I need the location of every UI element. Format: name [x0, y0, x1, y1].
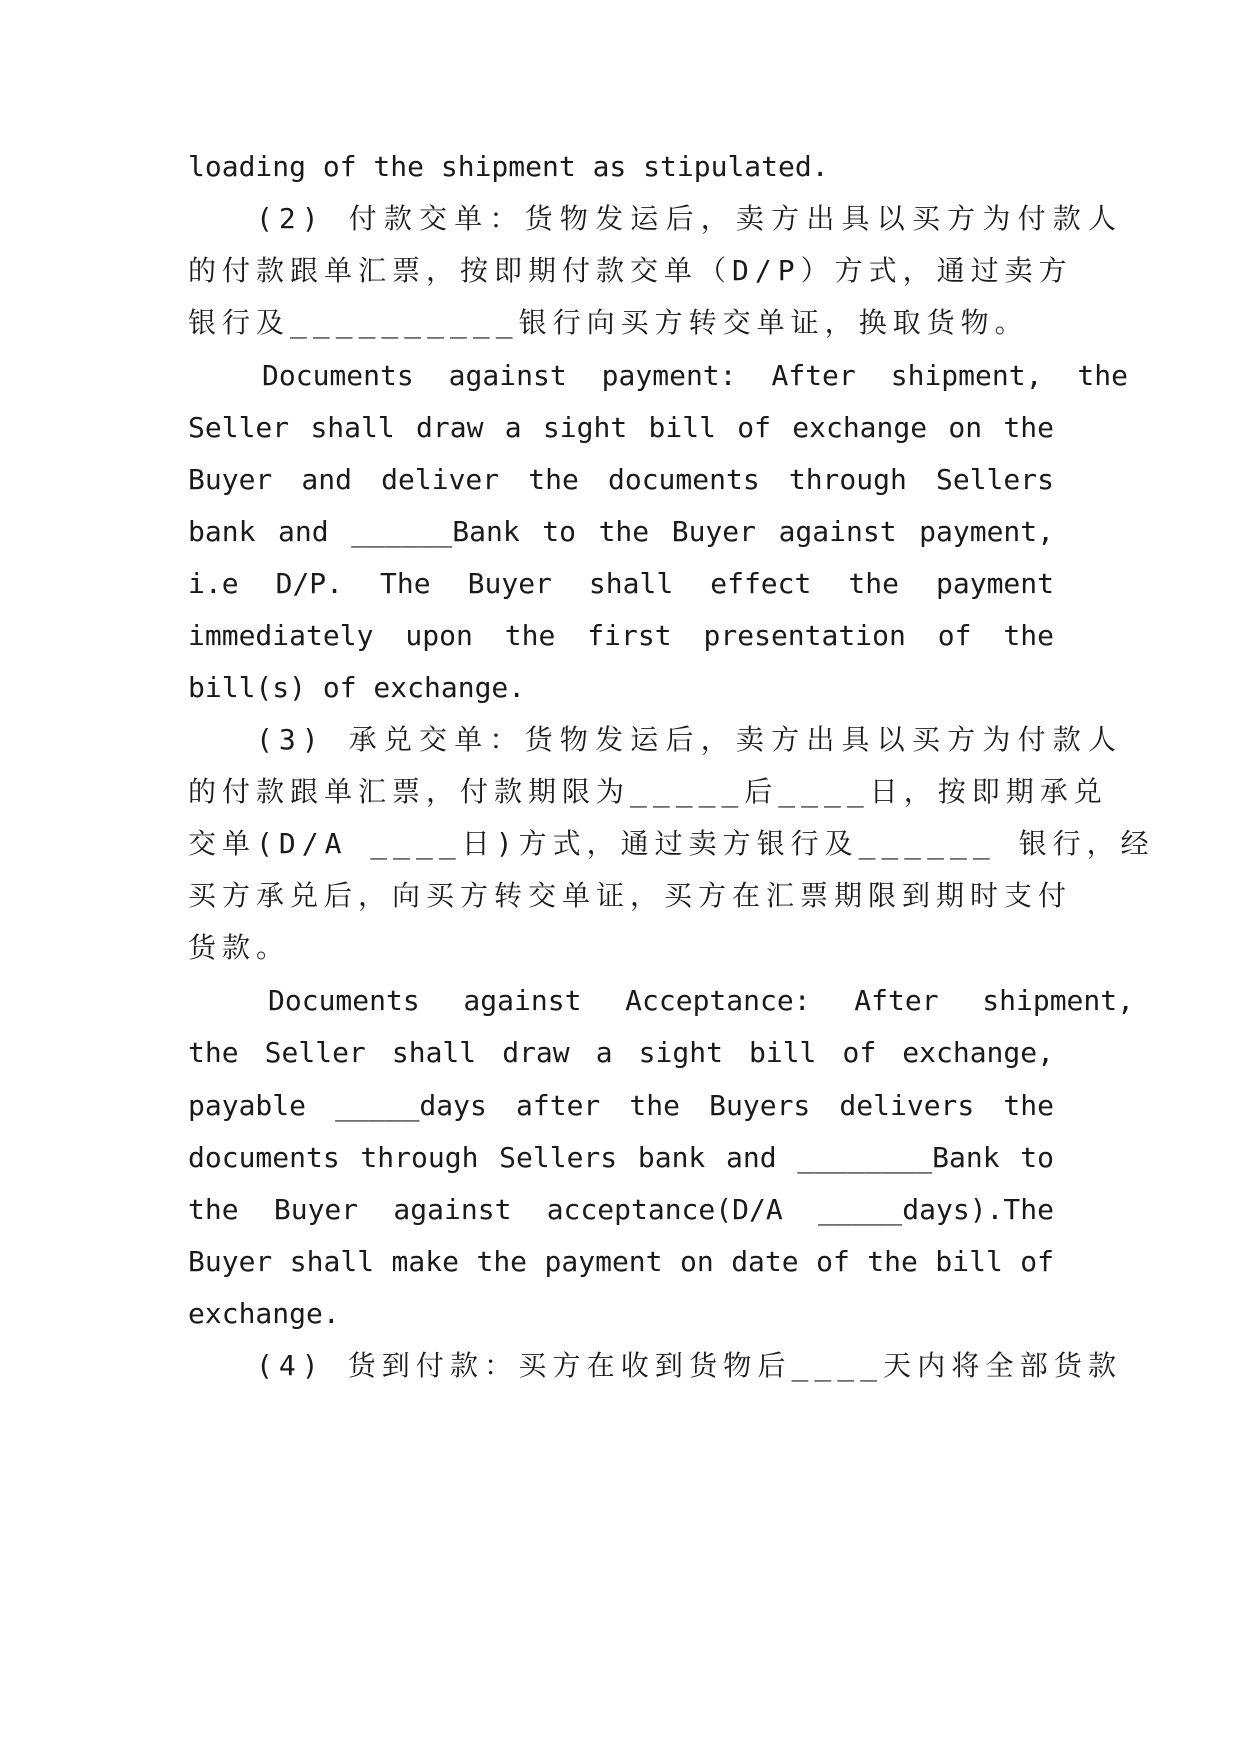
- text-line-da-english: the Buyer against acceptance(D/A _____days).The: [188, 1193, 1054, 1226]
- text-line-da-clause: 买方承兑后，向买方转交单证，买方在汇票期限到期时支付: [188, 879, 1073, 912]
- text-line-dp-english: bank and ______Bank to the Buyer against payment,: [188, 515, 1054, 548]
- text-line-dp-english: Buyer and deliver the documents through Sellers: [188, 463, 1054, 496]
- text-line-da-english: exchange.: [188, 1297, 340, 1330]
- text-line-english-shipment-end: loading of the shipment as stipulated.: [188, 150, 829, 183]
- text-line-da-english: Documents against Acceptance: After shipment,: [268, 984, 1134, 1017]
- text-line-dp-english: Documents against payment: After shipment, the: [262, 359, 1128, 392]
- text-line-dp-english: immediately upon the first presentation of the: [188, 619, 1054, 652]
- text-line-dp-english: Seller shall draw a sight bill of exchange on the: [188, 411, 1054, 444]
- text-line-da-english: documents through Sellers bank and ________Bank to: [188, 1141, 1054, 1174]
- text-line-cod-clause-heading: (4) 货到付款：买方在收到货物后____天内将全部货款: [256, 1349, 1122, 1382]
- text-line-da-english: the Seller shall draw a sight bill of exchange,: [188, 1036, 1054, 1069]
- text-line-da-english: payable _____days after the Buyers delivers the: [188, 1089, 1054, 1122]
- text-line-da-clause: 交单(D/A ____日)方式，通过卖方银行及______ 银行，经: [188, 827, 1155, 860]
- text-line-dp-clause-heading: (2) 付款交单：货物发运后，卖方出具以买方为付款人: [256, 202, 1122, 235]
- text-line-da-clause-heading: (3) 承兑交单：货物发运后，卖方出具以买方为付款人: [256, 723, 1122, 756]
- text-line-dp-english: bill(s) of exchange.: [188, 671, 526, 704]
- text-line-da-english: Buyer shall make the payment on date of the bill of: [188, 1245, 1054, 1278]
- text-line-da-clause: 的付款跟单汇票，付款期限为_____后____日，按即期承兑: [188, 775, 1108, 808]
- text-line-dp-clause: 银行及__________银行向买方转交单证，换取货物。: [188, 306, 1029, 339]
- text-line-dp-english: i.e D/P. The Buyer shall effect the payment: [188, 567, 1054, 600]
- text-line-da-clause: 货款。: [188, 931, 291, 964]
- text-line-dp-clause: 的付款跟单汇票，按即期付款交单（D/P）方式，通过卖方: [188, 254, 1073, 287]
